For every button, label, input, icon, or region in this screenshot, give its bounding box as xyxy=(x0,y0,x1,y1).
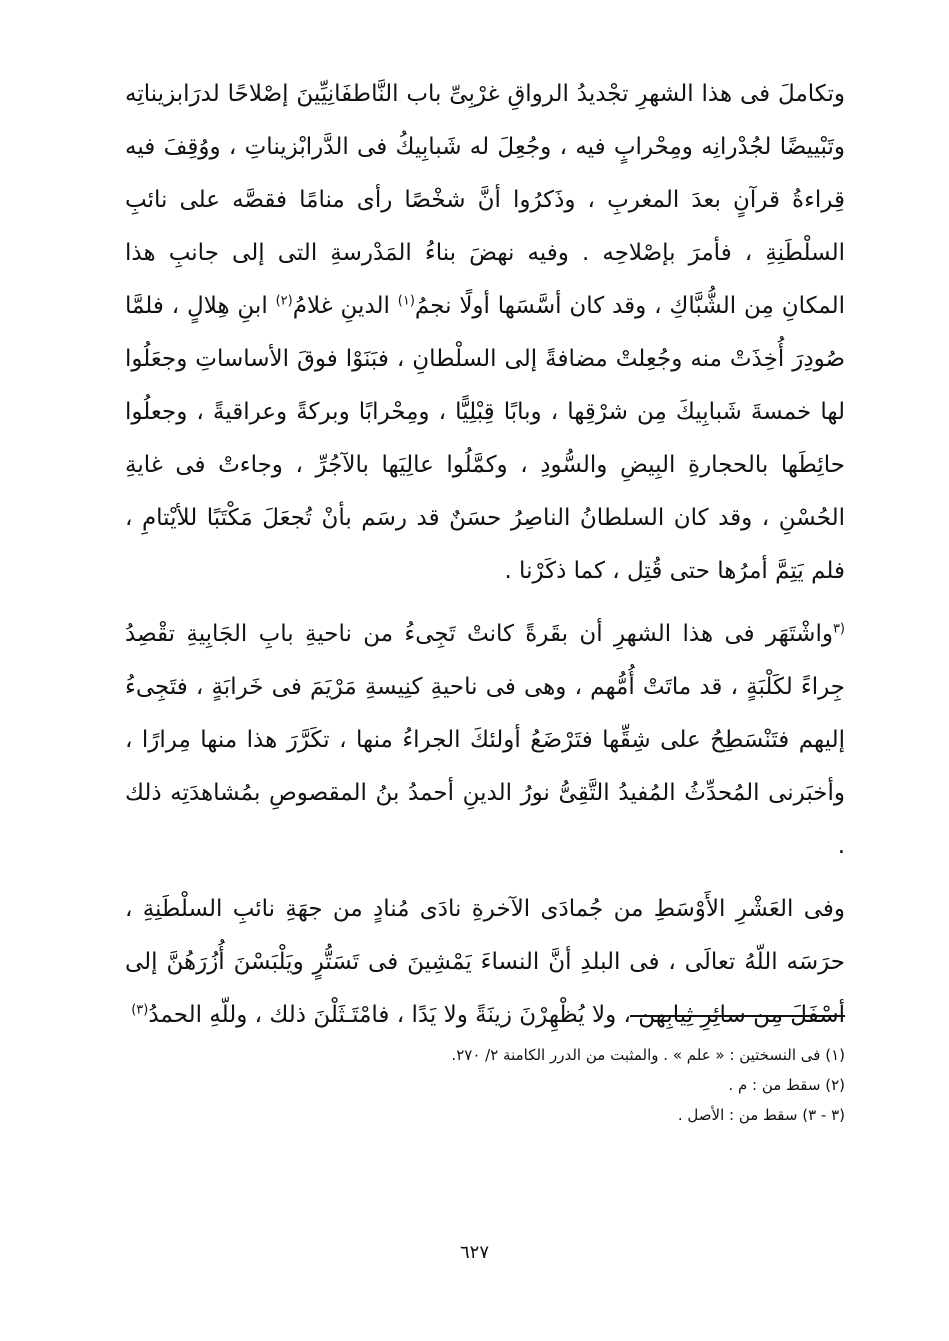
footnote-ref-2: (٢) xyxy=(275,293,293,309)
page-number: ٦٢٧ xyxy=(459,1242,489,1263)
footnote-ref-1: (١) xyxy=(397,293,415,309)
paragraph-2-text: واشْتَهَر فى هذا الشهرِ أن بقَرةً كانتْ تَجِىءُ من ناحيةِ بابِ الجَابِيةِ تقْصِدُ جِراءً لكَلْبَةٍ ، قد ماتَتْ أُمُّهم ، وهى فى ناحيةِ كنِيسةِ مَرْيَمَ فى خَرابَةٍ ، فتَجِىءُ إليهم فتَنْسَطِحُ على شِقِّها فتَرْضَعُ أولئكَ الجراءُ منها ، تكَرَّرَ هذا منها مِرارًا ، وأخبَرنى المُحدِّثُ المُفيدُ التَّقِىُّ نورُ الدينِ أحمدُ بنُ المقصوصِ بمُشاهدَتِه ذلك . xyxy=(125,621,845,859)
paragraph-3 xyxy=(125,883,845,1042)
footnote-ref-3-open: (٣ xyxy=(832,621,845,637)
footnote-divider xyxy=(630,1015,845,1017)
footnote-3: (٣ - ٣) سقط من : الأصل . xyxy=(677,1106,845,1124)
paragraph-2 xyxy=(125,608,845,873)
paragraph-3-text: وفى العَشْرِ الأَوْسَطِ من جُمادَى الآخرةِ نادَى مُنادٍ من جهَةِ نائبِ السلْطَنِةِ ، حرَسَه اللّهُ تعالَى ، فى البلدِ أنَّ النساءَ يَمْشِينَ فى تَسَتُّرٍ ويَلْبَسْنَ أُزُرَهُنَّ إلى أسْفَلَ مِن سائِرِ ثِيابِهن ، ولا يُظْهِرْنَ زينَةً ولا يَدًا ، فامْتَـثَلْنَ ذلك ، وللّهِ الحمدُ xyxy=(125,896,845,1028)
paragraph-1-text-a: وتكاملَ فى هذا الشهرِ تجْديدُ الرواقِ غرْبِىِّ باب النَّاطفَانِيِّينَ إصْلاحًا لدرَابزيناتِه وتَبْييضًا لجُدْرانِه ومِحْرابٍ فيه ، وجُعِلَ له شَبابِيكُ فى الدَّرابْزيناتِ ، ووُقِفَ فيه قِراءةُ قرآنٍ بعدَ المغربِ ، وذَكرُوا أنَّ شخْصًا رأى منامًا فقصَّه على نائبِ السلْطَنِةِ ، فأمرَ بإصْلاحِه . وفيه نهضَ بناءُ المَدْرسةِ التى إلى جانبِ هذا المكانِ مِن الشُّبَّاكِ ، وقد كان أسَّسَها أولًا نجمُ xyxy=(125,81,845,319)
paragraph-1 xyxy=(125,68,845,598)
footnotes xyxy=(300,1040,845,1130)
paragraph-1-text-b: الدينِ غلامُ xyxy=(292,293,398,319)
footnote-ref-3-close: (٣) xyxy=(131,1002,149,1018)
paragraph-1-text-c: ابنِ هِلالٍ ، فلمَّا صُودِرَ أُخِذَتْ منه وجُعِلتْ مضافةً إلى السلْطانِ ، فبَنَوْا فوقَ الأساساتِ وجعَلُوا لها خمسةَ شَبابِيكَ مِن شرْقِها ، وبابًا قِبْلِيًّا ، ومِحْرابًا وبركةً وعراقيةً ، وجعلُوا حائِطَها بالحجارةِ البِيضِ والسُّودِ ، وكمَّلُوا عالِيَها بالآجُرِّ ، وجاءتْ فى غايةِ الحُسْنِ ، وقد كان السلطانُ الناصِرُ حسَنٌ قد رسَم بأنْ تُجعَلَ مَكْتَبًا للأيْتامِ ، فلم يَتِمَّ أمرُها حتى قُتِل ، كما ذكَرْنا . xyxy=(125,293,845,584)
footnote-1: (١) فى النسختين : « علم » . والمثبت من الدرر الكامنة ٢/ ٢٧٠. xyxy=(451,1046,845,1064)
main-text xyxy=(125,68,845,1042)
footnote-2: (٢) سقط من : م . xyxy=(728,1076,845,1094)
